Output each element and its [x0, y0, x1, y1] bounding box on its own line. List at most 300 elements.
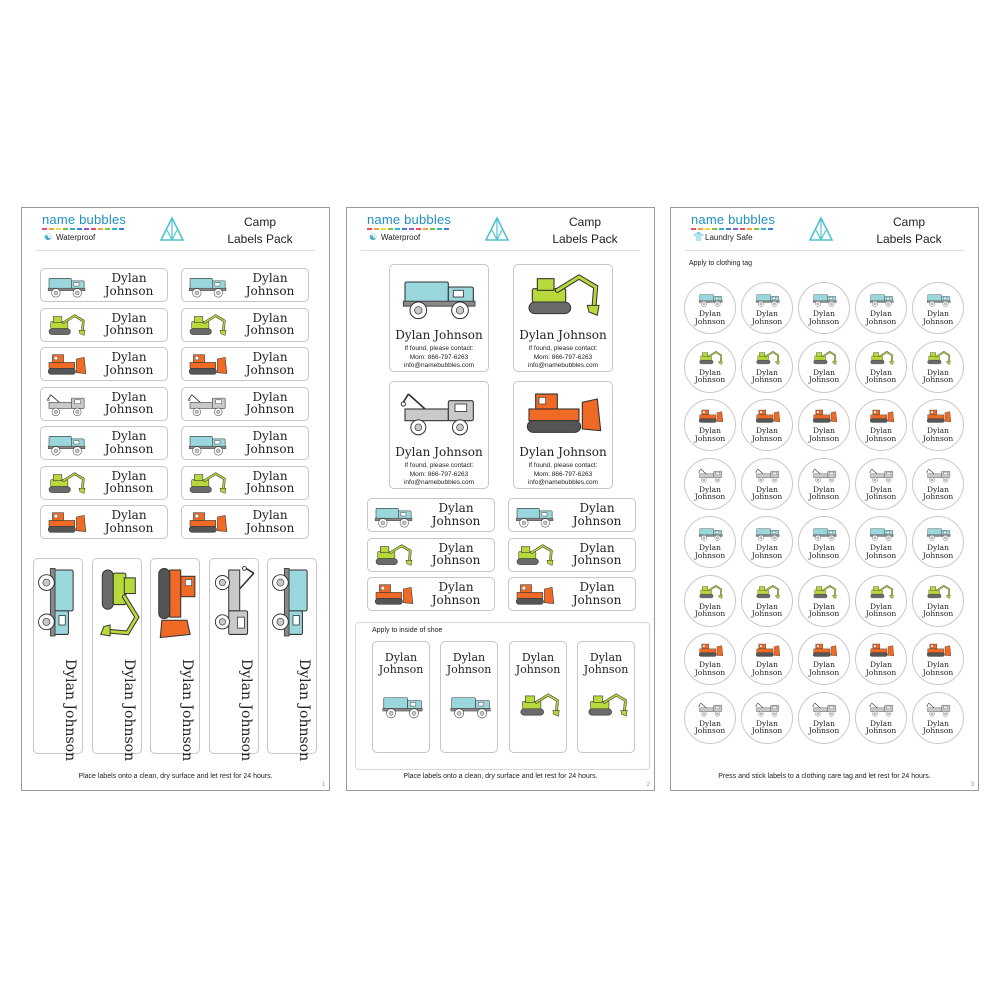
sheet-title	[535, 214, 635, 248]
contact-label	[513, 381, 613, 489]
label-name: Dylan Johnson	[922, 484, 954, 502]
circle-label	[855, 516, 907, 568]
tow-truck-icon	[812, 701, 838, 718]
brand-dot	[754, 228, 759, 230]
name-label	[40, 505, 168, 539]
excavator-icon	[187, 472, 229, 496]
circle-label	[912, 399, 964, 451]
label-name: Dylan Johnson	[865, 309, 897, 326]
shoe-label	[509, 641, 567, 753]
label-name: Dylan Johnson	[572, 540, 622, 568]
brand-dot	[747, 228, 752, 230]
name-label	[508, 538, 636, 572]
label-name: Dylan Johnson	[922, 309, 954, 326]
sheet-header	[22, 208, 329, 252]
label-name: Dylan Johnson	[245, 429, 295, 456]
excavator-icon	[514, 544, 556, 568]
page-number: 2	[646, 782, 650, 788]
contact-info: If found, please contact: Mom: 866-797-6263 info@namebubbles.com	[527, 345, 599, 369]
circle-label	[798, 692, 850, 744]
name-label	[508, 577, 636, 611]
contact-label	[389, 381, 489, 489]
brand-dot	[367, 228, 372, 230]
bulldozer-icon	[869, 408, 895, 425]
name-label	[181, 466, 309, 500]
title-line-1: Camp	[892, 215, 925, 229]
excavator-icon	[812, 350, 838, 367]
circle-label	[855, 575, 907, 627]
circle-label	[912, 516, 964, 568]
excavator-icon	[187, 314, 229, 338]
label-name: Dylan Johnson	[808, 601, 840, 619]
sheet-header	[347, 208, 654, 252]
dump-truck-icon	[869, 291, 895, 308]
sheet-footer-instructions: Place labels onto a clean, dry surface and let rest for 24 hours.	[78, 773, 273, 780]
tow-truck-icon	[869, 467, 895, 484]
title-line-2: Labels Pack	[552, 232, 618, 246]
label-name: Dylan Johnson	[104, 271, 154, 298]
circle-label	[912, 692, 964, 744]
brand-logo: name bubbles	[367, 212, 452, 227]
sheet-footer-instructions: Place labels onto a clean, dry surface and let rest for 24 hours.	[403, 773, 598, 780]
name-label	[181, 426, 309, 460]
bulldozer-icon	[154, 565, 198, 641]
excavator-icon	[926, 350, 952, 367]
circle-label	[741, 282, 793, 334]
circle-label	[855, 633, 907, 685]
brand-dot	[444, 228, 449, 230]
circle-label	[684, 282, 736, 334]
tshirt-icon: 👕	[693, 232, 705, 242]
label-name: Dylan Johnson	[808, 660, 840, 677]
brand-dot	[768, 228, 773, 230]
name-label	[40, 268, 168, 302]
tow-truck-icon	[755, 701, 781, 718]
label-name: Dylan Johnson	[296, 659, 312, 762]
contact-label	[513, 264, 613, 372]
vertical-name-label	[267, 558, 317, 762]
dump-truck-icon	[400, 269, 480, 325]
dump-truck-icon	[373, 504, 415, 528]
excavator-icon	[518, 686, 562, 726]
brand-dot	[98, 228, 103, 230]
shoe-label	[577, 641, 635, 753]
brand-dot	[77, 228, 82, 230]
circle-label	[855, 282, 907, 334]
label-name: Dylan Johnson	[751, 543, 783, 560]
label-name: Dylan Johnson	[519, 328, 607, 342]
brand-dot	[402, 228, 407, 230]
excavator-icon	[524, 269, 604, 325]
name-label	[181, 505, 309, 539]
circle-label	[798, 399, 850, 451]
label-name: Dylan Johnson	[245, 389, 295, 417]
excavator-icon	[96, 565, 140, 641]
brand-dot	[381, 228, 386, 230]
label-name: Dylan Johnson	[808, 484, 840, 502]
bulldozer-icon	[869, 642, 895, 659]
dump-truck-icon	[812, 525, 838, 542]
excavator-icon	[812, 584, 838, 601]
brand-dot	[705, 228, 710, 230]
tow-truck-icon	[187, 393, 229, 417]
title-line-2: Labels Pack	[227, 232, 293, 246]
tow-truck-icon	[698, 701, 724, 718]
contact-info: If found, please contact: Mom: 866-797-6263 info@namebubbles.com	[403, 462, 475, 486]
label-name: Dylan Johnson	[378, 651, 424, 676]
label-name: Dylan Johnson	[245, 350, 295, 377]
label-name: Dylan Johnson	[395, 328, 483, 342]
label-name: Dylan Johnson	[751, 426, 783, 443]
name-label	[181, 387, 309, 421]
brand-dot	[423, 228, 428, 230]
label-name: Dylan Johnson	[104, 508, 154, 535]
tow-truck-icon	[400, 386, 480, 442]
bulldozer-icon	[926, 408, 952, 425]
label-name: Dylan Johnson	[751, 367, 783, 385]
dump-truck-icon	[926, 525, 952, 542]
excavator-icon	[46, 472, 88, 496]
contact-info: If found, please contact: Mom: 866-797-6263 info@namebubbles.com	[527, 462, 599, 486]
label-name: Dylan Johnson	[694, 718, 726, 736]
excavator-icon	[586, 686, 630, 726]
circle-label	[912, 633, 964, 685]
label-name: Dylan Johnson	[751, 718, 783, 736]
dump-truck-icon	[271, 565, 315, 641]
dump-truck-icon	[755, 525, 781, 542]
label-name: Dylan Johnson	[865, 660, 897, 677]
dump-truck-icon	[449, 686, 493, 726]
bulldozer-icon	[46, 353, 88, 377]
bulldozer-icon	[524, 386, 604, 442]
badge-text: Waterproof	[381, 233, 421, 242]
circle-label	[912, 575, 964, 627]
label-name: Dylan Johnson	[519, 445, 607, 459]
brand-dot	[437, 228, 442, 230]
brand-dot	[105, 228, 110, 230]
shoe-label	[440, 641, 498, 753]
sheet-footer-instructions: Press and stick labels to a clothing care tag and let rest for 24 hours.	[718, 773, 931, 780]
excavator-icon	[698, 584, 724, 601]
bulldozer-icon	[755, 642, 781, 659]
circle-label	[684, 458, 736, 510]
circle-label	[912, 458, 964, 510]
title-line-1: Camp	[243, 215, 276, 229]
name-label	[181, 347, 309, 381]
header-divider	[361, 250, 640, 251]
sheet-title	[859, 214, 959, 248]
page-number: 3	[970, 782, 974, 788]
brand-dot	[84, 228, 89, 230]
dump-truck-icon	[46, 432, 88, 456]
vertical-name-label	[209, 558, 259, 762]
brand-dot	[698, 228, 703, 230]
label-sheet-laundry-safe	[670, 207, 979, 791]
dump-truck-icon	[187, 274, 229, 298]
shoe-label-section	[355, 622, 650, 770]
circle-label	[684, 692, 736, 744]
label-name: Dylan Johnson	[572, 501, 622, 528]
brand-dot	[388, 228, 393, 230]
label-sheet-waterproof-2	[346, 207, 655, 791]
tow-truck-icon	[698, 467, 724, 484]
circle-label	[798, 341, 850, 393]
dump-truck-icon	[812, 291, 838, 308]
bulldozer-icon	[755, 408, 781, 425]
brand-dot	[119, 228, 124, 230]
clothing-note: Apply to clothing tag	[689, 260, 753, 267]
label-name: Dylan Johnson	[395, 445, 483, 459]
circle-label	[741, 399, 793, 451]
label-name: Dylan Johnson	[572, 580, 622, 607]
tow-truck-icon	[926, 701, 952, 718]
bulldozer-icon	[812, 408, 838, 425]
header-divider	[685, 250, 964, 251]
vertical-name-label	[150, 558, 200, 762]
label-name: Dylan Johnson	[104, 350, 154, 377]
label-name: Dylan Johnson	[808, 426, 840, 443]
label-name: Dylan Johnson	[694, 543, 726, 560]
label-name: Dylan Johnson	[120, 659, 137, 762]
label-name: Dylan Johnson	[583, 651, 629, 676]
name-label	[40, 466, 168, 500]
label-name: Dylan Johnson	[694, 601, 726, 619]
bulldozer-icon	[187, 353, 229, 377]
brand-dot	[70, 228, 75, 230]
tent-icon	[808, 216, 834, 242]
circle-label	[741, 341, 793, 393]
label-name: Dylan Johnson	[922, 601, 954, 619]
tow-truck-icon	[926, 467, 952, 484]
circle-label	[855, 399, 907, 451]
circle-label	[912, 282, 964, 334]
brand-dot	[395, 228, 400, 230]
label-name: Dylan Johnson	[431, 501, 481, 528]
name-label	[181, 308, 309, 342]
brand-dot	[91, 228, 96, 230]
brand-logo: name bubbles	[691, 212, 776, 227]
label-name: Dylan Johnson	[104, 310, 154, 338]
tow-truck-icon	[213, 565, 257, 641]
label-name: Dylan Johnson	[865, 367, 897, 385]
vertical-name-label	[33, 558, 83, 762]
label-name: Dylan Johnson	[865, 601, 897, 619]
label-name: Dylan Johnson	[922, 543, 954, 560]
shoe-note: Apply to inside of shoe	[372, 627, 443, 634]
label-name: Dylan Johnson	[922, 426, 954, 443]
label-name: Dylan Johnson	[808, 543, 840, 560]
label-name: Dylan Johnson	[515, 651, 561, 676]
circle-label	[798, 282, 850, 334]
circle-label	[798, 633, 850, 685]
dump-truck-icon	[698, 291, 724, 308]
excavator-icon	[926, 584, 952, 601]
circle-label	[798, 516, 850, 568]
bulldozer-icon	[187, 511, 229, 535]
shoe-label	[372, 641, 430, 753]
tow-truck-icon	[812, 467, 838, 484]
brand-logo: name bubbles	[42, 212, 127, 227]
circle-label	[684, 399, 736, 451]
dump-truck-icon	[926, 291, 952, 308]
water-drop-icon: ☯	[44, 232, 53, 242]
label-name: Dylan Johnson	[237, 659, 254, 762]
name-label	[367, 538, 495, 572]
page-number: 1	[321, 782, 325, 788]
header-divider	[36, 250, 315, 251]
tent-icon	[159, 216, 185, 242]
brand-dot	[712, 228, 717, 230]
label-name: Dylan Johnson	[446, 651, 492, 676]
brand-dot	[726, 228, 731, 230]
brand-dots	[691, 228, 773, 230]
label-name: Dylan Johnson	[865, 426, 897, 443]
label-name: Dylan Johnson	[751, 660, 783, 677]
label-sheet-waterproof-1	[21, 207, 330, 791]
excavator-icon	[373, 544, 415, 568]
dump-truck-icon	[755, 291, 781, 308]
excavator-icon	[46, 314, 88, 338]
label-name: Dylan Johnson	[865, 718, 897, 736]
circle-label	[741, 633, 793, 685]
label-name: Dylan Johnson	[751, 309, 783, 326]
badge-text: Waterproof	[56, 233, 96, 242]
label-name: Dylan Johnson	[865, 543, 897, 560]
excavator-icon	[869, 584, 895, 601]
circle-label	[855, 692, 907, 744]
label-name: Dylan Johnson	[431, 580, 481, 607]
circle-label	[684, 516, 736, 568]
tow-truck-icon	[869, 701, 895, 718]
brand-dot	[430, 228, 435, 230]
tent-icon	[484, 216, 510, 242]
circle-label	[798, 575, 850, 627]
label-name: Dylan Johnson	[865, 484, 897, 502]
dump-truck-icon	[46, 274, 88, 298]
dump-truck-icon	[698, 525, 724, 542]
brand-dot	[719, 228, 724, 230]
circle-label	[855, 458, 907, 510]
circle-label	[741, 575, 793, 627]
bulldozer-icon	[698, 642, 724, 659]
circle-label	[684, 575, 736, 627]
name-label	[508, 498, 636, 532]
label-name: Dylan Johnson	[245, 310, 295, 338]
contact-info: If found, please contact: Mom: 866-797-6263 info@namebubbles.com	[403, 345, 475, 369]
excavator-icon	[698, 350, 724, 367]
label-name: Dylan Johnson	[922, 367, 954, 385]
brand-dot	[740, 228, 745, 230]
contact-label	[389, 264, 489, 372]
label-name: Dylan Johnson	[694, 309, 726, 326]
brand-dot	[42, 228, 47, 230]
label-name: Dylan Johnson	[694, 484, 726, 502]
circle-label	[741, 692, 793, 744]
brand-dot	[409, 228, 414, 230]
label-name: Dylan Johnson	[751, 601, 783, 619]
name-label	[367, 577, 495, 611]
vertical-name-label	[92, 558, 142, 762]
excavator-icon	[869, 350, 895, 367]
dump-truck-icon	[187, 432, 229, 456]
bulldozer-icon	[514, 583, 556, 607]
tow-truck-icon	[755, 467, 781, 484]
name-label	[40, 426, 168, 460]
label-name: Dylan Johnson	[104, 429, 154, 456]
name-label	[40, 308, 168, 342]
label-name: Dylan Johnson	[431, 540, 481, 568]
label-name: Dylan Johnson	[179, 659, 195, 762]
circle-label	[741, 458, 793, 510]
excavator-icon	[755, 584, 781, 601]
dump-truck-icon	[869, 525, 895, 542]
label-name: Dylan Johnson	[104, 468, 154, 496]
label-name: Dylan Johnson	[62, 659, 78, 762]
title-line-2: Labels Pack	[876, 232, 942, 246]
bulldozer-icon	[926, 642, 952, 659]
label-name: Dylan Johnson	[751, 484, 783, 502]
tow-truck-icon	[46, 393, 88, 417]
label-name: Dylan Johnson	[922, 660, 954, 677]
badge-text: Laundry Safe	[705, 233, 753, 242]
excavator-icon	[755, 350, 781, 367]
brand-dot	[691, 228, 696, 230]
name-label	[181, 268, 309, 302]
label-name: Dylan Johnson	[104, 389, 154, 417]
label-name: Dylan Johnson	[808, 367, 840, 385]
brand-dot	[63, 228, 68, 230]
circle-label	[741, 516, 793, 568]
title-line-1: Camp	[568, 215, 601, 229]
label-name: Dylan Johnson	[245, 271, 295, 298]
label-name: Dylan Johnson	[922, 718, 954, 736]
dump-truck-icon	[514, 504, 556, 528]
brand-dot	[416, 228, 421, 230]
brand-dot	[56, 228, 61, 230]
name-label	[40, 387, 168, 421]
brand-dot	[374, 228, 379, 230]
brand-dot	[49, 228, 54, 230]
label-name: Dylan Johnson	[808, 309, 840, 326]
circle-label	[912, 341, 964, 393]
sheet-title	[210, 214, 310, 248]
bulldozer-icon	[46, 511, 88, 535]
circle-label	[855, 341, 907, 393]
bulldozer-icon	[698, 408, 724, 425]
label-name: Dylan Johnson	[245, 468, 295, 496]
label-name: Dylan Johnson	[694, 367, 726, 385]
water-drop-icon: ☯	[369, 232, 378, 242]
bulldozer-icon	[373, 583, 415, 607]
sheet-header	[671, 208, 978, 252]
circle-label	[684, 633, 736, 685]
name-label	[367, 498, 495, 532]
label-name: Dylan Johnson	[694, 660, 726, 677]
dump-truck-icon	[381, 686, 425, 726]
brand-dot	[761, 228, 766, 230]
circle-label	[684, 341, 736, 393]
brand-dots	[42, 228, 124, 230]
brand-dot	[733, 228, 738, 230]
name-label	[40, 347, 168, 381]
bulldozer-icon	[812, 642, 838, 659]
dump-truck-icon	[37, 565, 81, 641]
circle-label	[798, 458, 850, 510]
brand-dots	[367, 228, 449, 230]
brand-dot	[112, 228, 117, 230]
label-name: Dylan Johnson	[694, 426, 726, 443]
label-name: Dylan Johnson	[808, 718, 840, 736]
